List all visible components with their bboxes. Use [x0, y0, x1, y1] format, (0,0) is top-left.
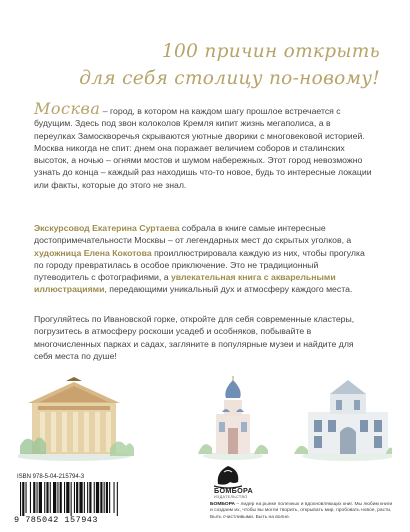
barcode-number: 9 785042 157943: [14, 515, 99, 525]
about-text-1: собрала в книге самые интересные достопримечательности Москвы – от легендарных мест до скрытых уголков, а: [34, 223, 352, 246]
barcode-bar: [37, 482, 38, 513]
publisher-brand: БОМБОРА: [210, 502, 236, 507]
barcode-bar: [44, 482, 45, 513]
about-paragraph: [34, 222, 374, 296]
mansion-illustration: [294, 380, 392, 461]
headline-line-2: для себя столицу по-новому!: [79, 68, 380, 89]
barcode-bar: [22, 482, 24, 516]
barcode-bar: [50, 482, 51, 513]
barcode-bar: [26, 482, 27, 513]
publisher-logo-name: БОМБОРА: [214, 486, 253, 495]
about-text-2: проиллюстрировала каждую из них, чтобы прогулка по городу превратилась в особое приключение. Это не традиционный путеводитель с фотографиями, а: [34, 247, 365, 283]
barcode-bar: [117, 482, 118, 516]
barcode-bar: [89, 482, 91, 513]
barcode-bar: [66, 482, 69, 513]
barcode-bar: [79, 482, 82, 513]
bolshoi-theatre-illustration: [18, 377, 134, 461]
barcode-bar: [104, 482, 105, 513]
church-illustration: [198, 376, 268, 460]
publisher-logo-tagline: ИЗДАТЕЛЬСТВО: [214, 495, 248, 499]
barcode-bar: [33, 482, 35, 513]
barcode-bar: [20, 482, 21, 516]
barcode-graphic: [14, 482, 164, 516]
intro-paragraph: [34, 99, 374, 191]
publisher-text: – лидер на рынке полезных и вдохновляющих книг. Мы любим книги и создаем их, чтобы вы могли творить, открывать мир, пробовать новое, расти. Быть счастливыми. Быть на волне.: [210, 502, 393, 520]
barcode-bar: [109, 482, 110, 513]
publisher-description: [210, 502, 396, 521]
barcode-bar: [60, 482, 62, 513]
barcode-bar: [100, 482, 102, 513]
barcode-bar: [84, 482, 85, 513]
intro-text: – город, в котором на каждом шагу прошлое встречается с будущим. Здесь под звон колоколов Кремля кипит жизнь мегаполиса, а в переулках Замоскворечья скрываются уютные дворики с многовековой историей. Москва никогда не спит: днем она поражает величием соборов и сталинских высоток, а ночью – огнями мостов и шумом набережных. Этот город невозможно узнать до конца – каждый раз находишь что-то новое, будь то интересные локации или факты, которые до этого не знал.: [34, 106, 372, 190]
watercolor-illustrations: [18, 376, 392, 462]
book-label: увлекательная книга с акварельными иллюстрациями: [34, 272, 336, 295]
barcode-bar: [94, 482, 95, 513]
artist-label: художница Елена Кокотова: [34, 247, 152, 258]
intro-lead-word: Москва: [34, 99, 101, 118]
barcode-bar: [46, 482, 48, 513]
call-to-action-paragraph: Прогуляйтесь по Ивановской горке, откройте для себя современные кластеры, погрузитесь в атмосферу роскоши усадеб и особняков, побывайте в многочисленных парках и садах, загляните в популярные музеи и найдите для себя места по душе!: [34, 314, 355, 361]
barcode-bar: [96, 482, 99, 513]
isbn-label: ISBN 978-5-04-215794-3: [17, 474, 85, 480]
author-label: Экскурсовод Екатерина Суртаева: [34, 223, 180, 233]
barcode-bar: [53, 482, 56, 513]
about-text-3: , передающими уникальный дух и атмосферу каждого места.: [104, 284, 353, 295]
barcode-bar: [39, 482, 42, 513]
barcode-bar: [76, 482, 78, 513]
cover-headline: [70, 38, 380, 92]
barcode-bar: [74, 482, 75, 513]
barcode-bar: [30, 482, 31, 513]
barcode-bar: [114, 482, 115, 513]
barcode-bar: [57, 482, 58, 513]
barcode-bar: [64, 482, 65, 513]
barcode-block: [14, 474, 164, 528]
barcode-bar: [106, 482, 108, 513]
barcode-bar: [71, 482, 72, 516]
barcode-bar: [87, 482, 88, 513]
headline-line-1: 100 причин открыть: [161, 41, 380, 62]
